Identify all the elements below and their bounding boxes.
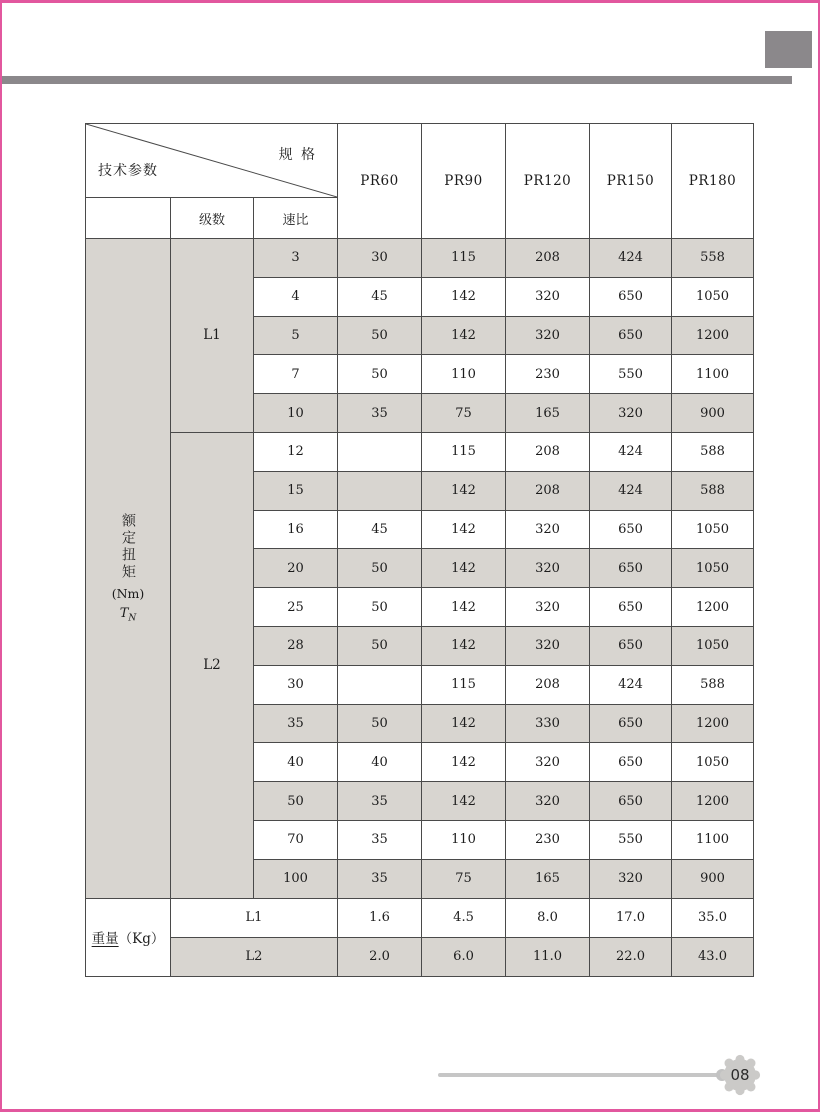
torque-value-cell: 35 [338,820,422,859]
torque-value-cell: 50 [338,626,422,665]
torque-value-cell: 115 [422,239,506,278]
ratio-cell: 50 [254,782,338,821]
page-number: 08 [730,1066,750,1084]
torque-value-cell: 320 [506,782,590,821]
spec-table [85,123,754,977]
torque-value-cell [338,432,422,471]
torque-value-cell: 35 [338,859,422,898]
weight-value-cell: 8.0 [506,898,590,937]
torque-unit: (Nm) [111,585,145,601]
weight-value-cell: 4.5 [422,898,506,937]
torque-value-cell: 900 [672,394,754,433]
stage-header: 级数 [171,198,254,239]
torque-value-cell: 424 [590,239,672,278]
weight-value-cell: 1.6 [338,898,422,937]
torque-value-cell: 50 [338,355,422,394]
ratio-cell: 3 [254,239,338,278]
footer-rule [438,1073,722,1077]
weight-label-text: 重量 [91,931,119,948]
torque-value-cell: 75 [422,394,506,433]
torque-row-label [86,239,171,899]
weight-stage-l1: L1 [171,898,338,937]
weight-value-cell: 11.0 [506,937,590,976]
torque-value-cell: 1200 [672,588,754,627]
torque-value-cell: 142 [422,588,506,627]
torque-value-cell: 142 [422,471,506,510]
weight-label-unit: （Kg） [118,931,165,948]
torque-value-cell: 1050 [672,549,754,588]
ratio-cell: 5 [254,316,338,355]
torque-value-cell: 320 [506,549,590,588]
torque-value-cell: 1050 [672,510,754,549]
torque-value-cell: 900 [672,859,754,898]
torque-value-cell: 320 [590,859,672,898]
torque-value-cell: 650 [590,549,672,588]
torque-value-cell: 1050 [672,743,754,782]
torque-value-cell: 424 [590,432,672,471]
model-header-pr60: PR60 [338,124,422,239]
torque-value-cell: 208 [506,665,590,704]
torque-value-cell: 650 [590,316,672,355]
model-header-pr150: PR150 [590,124,672,239]
torque-symbol: $T_N$ [119,605,137,624]
weight-stage-l2: L2 [171,937,338,976]
weight-value-cell: 22.0 [590,937,672,976]
ratio-cell: 30 [254,665,338,704]
ratio-cell: 7 [254,355,338,394]
model-header-pr120: PR120 [506,124,590,239]
ratio-cell: 70 [254,820,338,859]
torque-value-cell: 550 [590,820,672,859]
stage-cell-l1: L1 [171,239,254,433]
ratio-cell: 12 [254,432,338,471]
torque-value-cell: 320 [506,316,590,355]
torque-value-cell: 1200 [672,704,754,743]
header-accent-square [765,31,812,68]
torque-value-cell: 320 [506,588,590,627]
stage-cell-l2: L2 [171,432,254,898]
page-number-gear-icon [718,1053,762,1097]
torque-value-cell: 588 [672,665,754,704]
ratio-cell: 4 [254,277,338,316]
weight-value-cell: 43.0 [672,937,754,976]
ratio-cell: 40 [254,743,338,782]
torque-value-cell: 208 [506,471,590,510]
ratio-cell: 25 [254,588,338,627]
torque-value-cell: 1050 [672,277,754,316]
torque-value-cell: 142 [422,549,506,588]
ratio-cell: 16 [254,510,338,549]
torque-value-cell: 142 [422,510,506,549]
torque-value-cell: 320 [506,626,590,665]
torque-value-cell: 142 [422,626,506,665]
torque-label-vertical: 额定扭矩 [120,512,136,581]
torque-value-cell: 50 [338,549,422,588]
ratio-cell: 100 [254,859,338,898]
torque-value-cell: 45 [338,510,422,549]
torque-value-cell: 1050 [672,626,754,665]
torque-value-cell: 115 [422,665,506,704]
torque-value-cell: 1100 [672,820,754,859]
torque-value-cell: 40 [338,743,422,782]
weight-value-cell: 6.0 [422,937,506,976]
torque-value-cell: 110 [422,355,506,394]
torque-value-cell: 45 [338,277,422,316]
torque-value-cell: 588 [672,471,754,510]
torque-value-cell: 424 [590,665,672,704]
torque-value-cell [338,665,422,704]
torque-value-cell: 50 [338,588,422,627]
torque-value-cell: 588 [672,432,754,471]
header-rule-bar [2,76,792,84]
torque-value-cell: 208 [506,432,590,471]
torque-value-cell: 1100 [672,355,754,394]
torque-value-cell: 142 [422,743,506,782]
torque-value-cell: 142 [422,316,506,355]
torque-value-cell: 142 [422,782,506,821]
model-header-pr90: PR90 [422,124,506,239]
torque-value-cell: 230 [506,820,590,859]
ratio-cell: 35 [254,704,338,743]
torque-value-cell: 142 [422,277,506,316]
torque-value-cell: 1200 [672,316,754,355]
empty-header-cell [86,198,171,239]
torque-value-cell: 110 [422,820,506,859]
torque-value-cell: 35 [338,782,422,821]
ratio-cell: 15 [254,471,338,510]
ratio-header: 速比 [254,198,338,239]
spec-axis-label: 规 格 [278,147,318,163]
table-corner-cell [86,124,338,198]
torque-value-cell: 75 [422,859,506,898]
torque-value-cell: 30 [338,239,422,278]
param-axis-label: 技术参数 [98,163,158,179]
torque-value-cell: 650 [590,510,672,549]
ratio-cell: 10 [254,394,338,433]
torque-value-cell: 115 [422,432,506,471]
torque-value-cell: 165 [506,394,590,433]
ratio-cell: 28 [254,626,338,665]
torque-value-cell: 650 [590,626,672,665]
torque-value-cell: 320 [506,510,590,549]
torque-value-cell: 550 [590,355,672,394]
torque-value-cell: 650 [590,704,672,743]
weight-value-cell: 2.0 [338,937,422,976]
torque-value-cell: 165 [506,859,590,898]
weight-value-cell: 35.0 [672,898,754,937]
torque-value-cell: 320 [506,743,590,782]
weight-value-cell: 17.0 [590,898,672,937]
torque-value-cell: 1200 [672,782,754,821]
model-header-pr180: PR180 [672,124,754,239]
torque-value-cell: 650 [590,277,672,316]
torque-value-cell: 650 [590,782,672,821]
torque-value-cell: 424 [590,471,672,510]
torque-value-cell: 320 [506,277,590,316]
torque-value-cell: 650 [590,588,672,627]
weight-row-label [86,898,171,976]
torque-value-cell: 142 [422,704,506,743]
torque-value-cell: 330 [506,704,590,743]
torque-value-cell: 230 [506,355,590,394]
torque-value-cell [338,471,422,510]
ratio-cell: 20 [254,549,338,588]
torque-value-cell: 35 [338,394,422,433]
torque-value-cell: 50 [338,316,422,355]
torque-value-cell: 50 [338,704,422,743]
torque-value-cell: 208 [506,239,590,278]
torque-value-cell: 558 [672,239,754,278]
torque-value-cell: 650 [590,743,672,782]
torque-value-cell: 320 [590,394,672,433]
